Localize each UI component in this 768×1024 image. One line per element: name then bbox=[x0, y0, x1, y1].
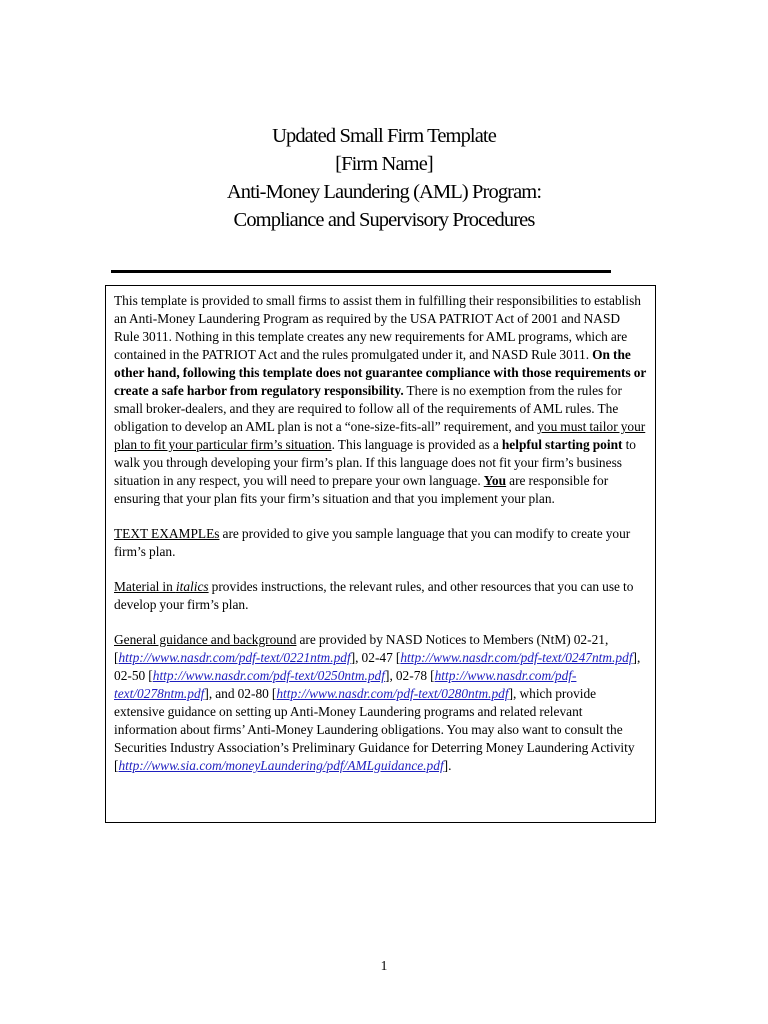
notice-paragraph-text-examples bbox=[114, 525, 647, 561]
horizontal-rule bbox=[111, 270, 611, 273]
intro-bold-you: You bbox=[483, 473, 507, 488]
link-0278ntm[interactable]: http://www.nasdr.com/pdf-text/0278ntm.pdf bbox=[114, 668, 577, 701]
page-number: 1 bbox=[380, 958, 388, 973]
guidance-text-6: ], which provide extensive guidance on setting up Anti-Money Laundering programs and related relevant information about firms’ Anti-Money Laundering obligations. You may also want to consult the Securities Industry Association’s Preliminary Guidance for Deterring Money Laundering Activity [ bbox=[114, 686, 635, 773]
guidance-label: General guidance and background bbox=[114, 632, 297, 647]
document-title bbox=[0, 122, 768, 234]
guidance-text-4: ], 02-78 [ bbox=[384, 668, 435, 683]
link-sia-aml-guidance[interactable]: http://www.sia.com/moneyLaundering/pdf/AMLguidance.pdf bbox=[118, 758, 444, 773]
title-line-4: Compliance and Supervisory Procedures bbox=[233, 209, 535, 231]
guidance-text-2: ], 02-47 [ bbox=[350, 650, 401, 665]
notice-paragraph-guidance bbox=[114, 631, 647, 775]
intro-text-2: There is no exemption from the rules for small broker-dealers, and they are required to follow all of the requirements of AML rules. The obligation to develop an AML plan is not a “one-size-fits-all” requirement, and bbox=[114, 383, 622, 434]
link-0250ntm[interactable]: http://www.nasdr.com/pdf-text/0250ntm.pdf bbox=[152, 668, 385, 683]
guidance-text-7: ]. bbox=[443, 758, 452, 773]
material-in-text: Material in bbox=[114, 579, 176, 594]
title-line-3: Anti-Money Laundering (AML) Program: bbox=[226, 181, 542, 203]
intro-bold-disclaimer: On the other hand, following this template does not guarantee compliance with those requirements or create a safe harbor from regulatory responsibility. bbox=[114, 347, 647, 398]
notice-box bbox=[105, 285, 656, 823]
material-in-label bbox=[114, 579, 209, 594]
guidance-text-3: ], 02-50 [ bbox=[114, 650, 641, 683]
notice-paragraph-intro bbox=[114, 292, 647, 508]
italics-word: italics bbox=[175, 579, 209, 594]
text-examples-text: are provided to give you sample language that you can modify to create your firm’s plan. bbox=[114, 526, 631, 559]
link-0247ntm[interactable]: http://www.nasdr.com/pdf-text/0247ntm.pdf bbox=[400, 650, 633, 665]
intro-text-1: This template is provided to small firms to assist them in fulfilling their responsibilities to establish an Anti-Money Laundering Program as required by the USA PATRIOT Act of 2001 and NASD Rule 3011. Nothing in this template creates any new requirements for AML programs, which are contained in the PATRIOT Act and the rules promulgated under it, and NASD Rule 3011. bbox=[114, 293, 641, 362]
link-0280ntm[interactable]: http://www.nasdr.com/pdf-text/0280ntm.pdf bbox=[276, 686, 509, 701]
guidance-text-1: are provided by NASD Notices to Members (NtM) 02-21, [ bbox=[114, 632, 609, 665]
intro-text-4: to walk you through developing your firm’s plan. If this language does not fit your firm’s business situation in any respect, you will need to prepare your own language. bbox=[114, 437, 636, 488]
title-line-2: [Firm Name] bbox=[335, 153, 433, 175]
italics-text: provides instructions, the relevant rules, and other resources that you can use to develop your firm’s plan. bbox=[114, 579, 634, 612]
intro-bold-starting-point: helpful starting point bbox=[501, 437, 623, 452]
guidance-text-5: ], and 02-80 [ bbox=[204, 686, 277, 701]
intro-underlined-tailor: you must tailor your plan to fit your particular firm’s situation bbox=[114, 419, 646, 452]
title-line-1: Updated Small Firm Template bbox=[272, 125, 496, 147]
link-0221ntm[interactable]: http://www.nasdr.com/pdf-text/0221ntm.pdf bbox=[118, 650, 351, 665]
text-examples-label: TEXT EXAMPLEs bbox=[114, 526, 220, 541]
intro-text-3: . This language is provided as a bbox=[331, 437, 502, 452]
notice-paragraph-italics bbox=[114, 578, 647, 614]
intro-text-5: are responsible for ensuring that your plan fits your firm’s situation and that you implement your plan. bbox=[114, 473, 609, 506]
